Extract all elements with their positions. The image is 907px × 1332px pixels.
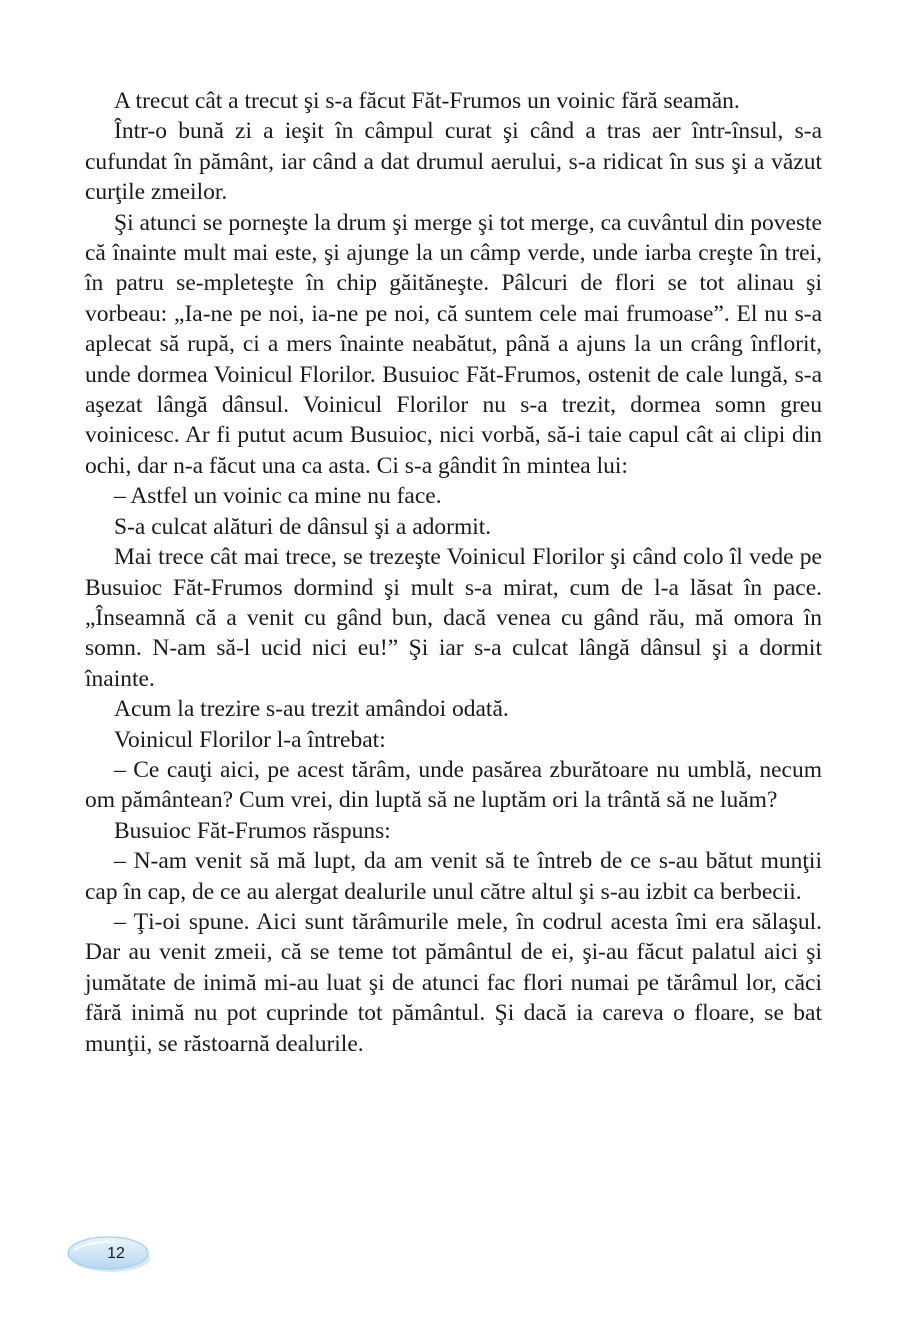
paragraph-8: Voinicul Florilor l-a întrebat: <box>114 726 386 753</box>
paragraph-1: A trecut cât a trecut şi s-a făcut Făt-Frumos un voinic fără seamăn. <box>114 88 740 114</box>
paragraph-3: Şi atunci se porneşte la drum şi merge şi tot merge, ca cuvântul din poveste că înainte mult mai este, şi ajunge la un câmp verde, unde iarba creşte în trei, în patru se-mpleteşte în chip găităneşte. Pâlcuri de flori se tot alinau şi vorbeau: „Ia-ne pe noi, ia-ne pe noi, că suntem cele mai frumoase”. El nu s-a aplecat să rupă, ci a mers înainte neabătut, până a ajuns la un crâng înflorit, unde dormea Voinicul Florilor. Busuioc Făt-Frumos, ostenit de cale lungă, s-a aşezat lângă dânsul. Voinicul Florilor nu s-a trezit, dormea somn greu voinicesc. Ar fi putut acum Busuioc, nici vorbă, să-i taie capul cât ai clipi din ochi, dar n-a făcut una ca asta. Ci s-a gândit în mintea lui: <box>85 209 822 479</box>
paragraph-11: – N-am venit să mă lupt, da am venit să te întreb de ce s-au bătut munţii cap în cap, de ce au alergat dealurile unul către altul şi s-au izbit ca berbecii. <box>85 848 822 905</box>
paragraph-7: Acum la trezire s-au trezit amândoi odată. <box>114 696 509 723</box>
paragraph-4: – Astfel un voinic ca mine nu face. <box>114 483 442 510</box>
page-number: 12 <box>107 1245 125 1262</box>
paragraph-2: Într-o bună zi a ieşit în câmpul curat şi când a tras aer într-însul, s-a cufundat în pământ, iar când a dat drumul aerului, s-a ridicat în sus şi a văzut curţile zmeilor. <box>85 118 822 206</box>
paragraph-12: – Ţi-oi spune. Aici sunt tărâmurile mele, în codrul acesta îmi era sălaşul. Dar au venit zmeii, că se teme tot pământul de ei, şi-au făcut palatul aici şi jumătate de inimă mi-au luat şi de atunci fac flori numai pe tărâmul lor, căci fără inimă nu pot cuprinde tot pământul. Şi dacă ia careva o floare, se bat munţii, se răstoarnă dealurile. <box>85 908 822 1057</box>
paragraph-6: Mai trece cât mai trece, se trezeşte Voinicul Florilor şi când colo îl vede pe Busuioc Făt-Frumos dormind şi mult s-a mirat, cum de l-a lăsat în pace. „Înseamnă că a venit cu gând bun, dacă venea cu gând rău, mă omora în somn. N-am să-l ucid nici eu!” Şi iar s-a culcat lângă dânsul şi a dormit înainte. <box>85 544 822 692</box>
page-number-badge <box>66 1234 152 1276</box>
paragraph-5: S-a culcat alături de dânsul şi a adormit. <box>114 513 492 540</box>
paragraph-9: – Ce cauţi aici, pe acest tărâm, unde pasărea zburătoare nu umblă, necum om pământean? Cum vrei, din luptă să ne luptăm ori la trântă să ne luăm? <box>85 756 822 814</box>
page-body <box>85 86 822 1059</box>
paragraph-10: Busuioc Făt-Frumos răspuns: <box>114 817 391 844</box>
